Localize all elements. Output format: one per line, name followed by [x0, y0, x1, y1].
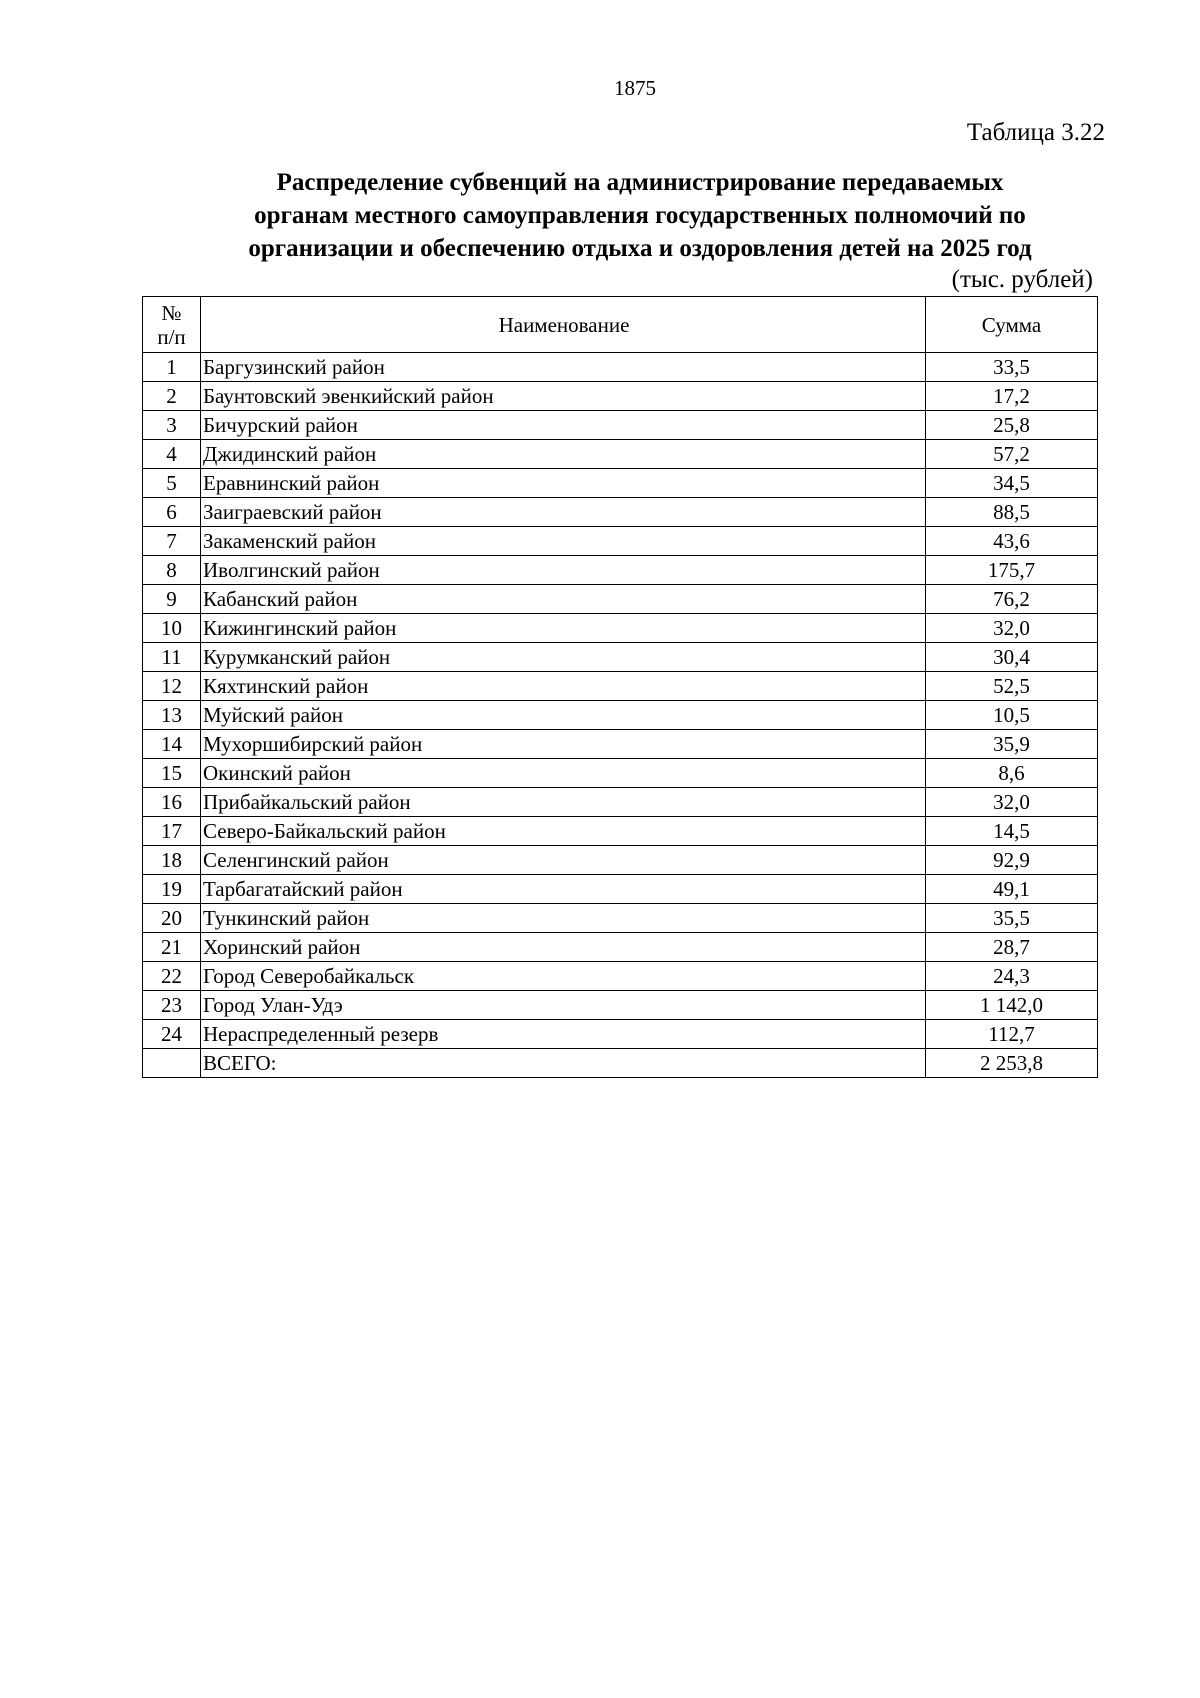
row-name: Бичурский район	[201, 411, 926, 440]
header-number-symbol: №	[161, 300, 182, 325]
row-sum: 52,5	[926, 672, 1098, 701]
row-name: Нераспределенный резерв	[201, 1020, 926, 1049]
row-sum: 33,5	[926, 353, 1098, 382]
table-row	[143, 411, 1098, 440]
row-number: 18	[143, 846, 201, 875]
row-number: 3	[143, 411, 201, 440]
row-name: Кабанский район	[201, 585, 926, 614]
table-row	[143, 440, 1098, 469]
row-number: 11	[143, 643, 201, 672]
table-row	[143, 875, 1098, 904]
row-name: Северо-Байкальский район	[201, 817, 926, 846]
table-row	[143, 759, 1098, 788]
row-name: Хоринский район	[201, 933, 926, 962]
row-name: Селенгинский район	[201, 846, 926, 875]
row-number: 7	[143, 527, 201, 556]
row-number: 19	[143, 875, 201, 904]
row-number: 6	[143, 498, 201, 527]
row-sum: 8,6	[926, 759, 1098, 788]
row-sum: 92,9	[926, 846, 1098, 875]
row-name: Курумканский район	[201, 643, 926, 672]
row-number: 20	[143, 904, 201, 933]
row-name: Муйский район	[201, 701, 926, 730]
row-sum: 24,3	[926, 962, 1098, 991]
row-number: 13	[143, 701, 201, 730]
row-name: Заиграевский район	[201, 498, 926, 527]
row-name: Прибайкальский район	[201, 788, 926, 817]
row-sum: 34,5	[926, 469, 1098, 498]
table-row	[143, 672, 1098, 701]
title-line: органам местного самоуправления государственных полномочий по	[254, 202, 1026, 229]
row-name: Город Улан-Удэ	[201, 991, 926, 1020]
row-sum: 17,2	[926, 382, 1098, 411]
row-number: 15	[143, 759, 201, 788]
row-number: 5	[143, 469, 201, 498]
row-number: 12	[143, 672, 201, 701]
row-name: Город Северобайкальск	[201, 962, 926, 991]
row-name: Тункинский район	[201, 904, 926, 933]
row-sum: 32,0	[926, 788, 1098, 817]
row-sum: 32,0	[926, 614, 1098, 643]
row-sum: 43,6	[926, 527, 1098, 556]
row-name: Кижингинский район	[201, 614, 926, 643]
header-sum: Сумма	[926, 297, 1098, 353]
row-number: 10	[143, 614, 201, 643]
row-sum: 35,5	[926, 904, 1098, 933]
table-header-row	[143, 297, 1098, 353]
title-line: Распределение субвенций на администрирование передаваемых	[276, 169, 1004, 196]
table-row	[143, 904, 1098, 933]
row-name: Закаменский район	[201, 527, 926, 556]
table-row	[143, 817, 1098, 846]
row-number: 23	[143, 991, 201, 1020]
row-sum: 112,7	[926, 1020, 1098, 1049]
document-title	[160, 166, 1120, 265]
row-sum: 25,8	[926, 411, 1098, 440]
row-number: 9	[143, 585, 201, 614]
table-row	[143, 962, 1098, 991]
table-row	[143, 991, 1098, 1020]
table-row	[143, 643, 1098, 672]
row-sum: 28,7	[926, 933, 1098, 962]
row-number: 16	[143, 788, 201, 817]
subvention-table	[142, 296, 1098, 1078]
row-name: Кяхтинский район	[201, 672, 926, 701]
row-name: Баргузинский район	[201, 353, 926, 382]
row-sum: 175,7	[926, 556, 1098, 585]
header-number-abbr: п/п	[157, 324, 186, 349]
units-label: (тыс. рублей)	[951, 266, 1093, 293]
row-number: 14	[143, 730, 201, 759]
row-name: Мухоршибирский район	[201, 730, 926, 759]
total-sum: 2 253,8	[926, 1049, 1098, 1078]
row-name: Баунтовский эвенкийский район	[201, 382, 926, 411]
row-number: 4	[143, 440, 201, 469]
row-number: 17	[143, 817, 201, 846]
row-name: Иволгинский район	[201, 556, 926, 585]
row-name: Еравнинский район	[201, 469, 926, 498]
table-row	[143, 846, 1098, 875]
table-row	[143, 527, 1098, 556]
table-row	[143, 556, 1098, 585]
total-number	[143, 1049, 201, 1078]
table-row	[143, 498, 1098, 527]
table-row	[143, 701, 1098, 730]
header-name: Наименование	[201, 297, 926, 353]
title-line: организации и обеспечению отдыха и оздоровления детей на 2025 год	[248, 235, 1032, 262]
total-row	[143, 1049, 1098, 1078]
total-label: ВСЕГО:	[201, 1049, 926, 1078]
row-sum: 14,5	[926, 817, 1098, 846]
page-number: 1875	[614, 76, 656, 100]
row-number: 21	[143, 933, 201, 962]
table-row	[143, 469, 1098, 498]
row-number: 24	[143, 1020, 201, 1049]
row-sum: 35,9	[926, 730, 1098, 759]
row-sum: 88,5	[926, 498, 1098, 527]
row-sum: 76,2	[926, 585, 1098, 614]
table-row	[143, 788, 1098, 817]
header-number	[143, 297, 201, 353]
row-sum: 57,2	[926, 440, 1098, 469]
row-sum: 30,4	[926, 643, 1098, 672]
table-row	[143, 382, 1098, 411]
table-row	[143, 933, 1098, 962]
row-number: 8	[143, 556, 201, 585]
table-row	[143, 353, 1098, 382]
row-number: 2	[143, 382, 201, 411]
table-body	[143, 353, 1098, 1078]
table-row	[143, 1020, 1098, 1049]
table-row	[143, 614, 1098, 643]
table-row	[143, 585, 1098, 614]
row-sum: 1 142,0	[926, 991, 1098, 1020]
row-number: 22	[143, 962, 201, 991]
row-number: 1	[143, 353, 201, 382]
row-name: Окинский район	[201, 759, 926, 788]
table-row	[143, 730, 1098, 759]
row-name: Джидинский район	[201, 440, 926, 469]
table-label: Таблица 3.22	[966, 119, 1105, 146]
row-sum: 10,5	[926, 701, 1098, 730]
row-sum: 49,1	[926, 875, 1098, 904]
row-name: Тарбагатайский район	[201, 875, 926, 904]
